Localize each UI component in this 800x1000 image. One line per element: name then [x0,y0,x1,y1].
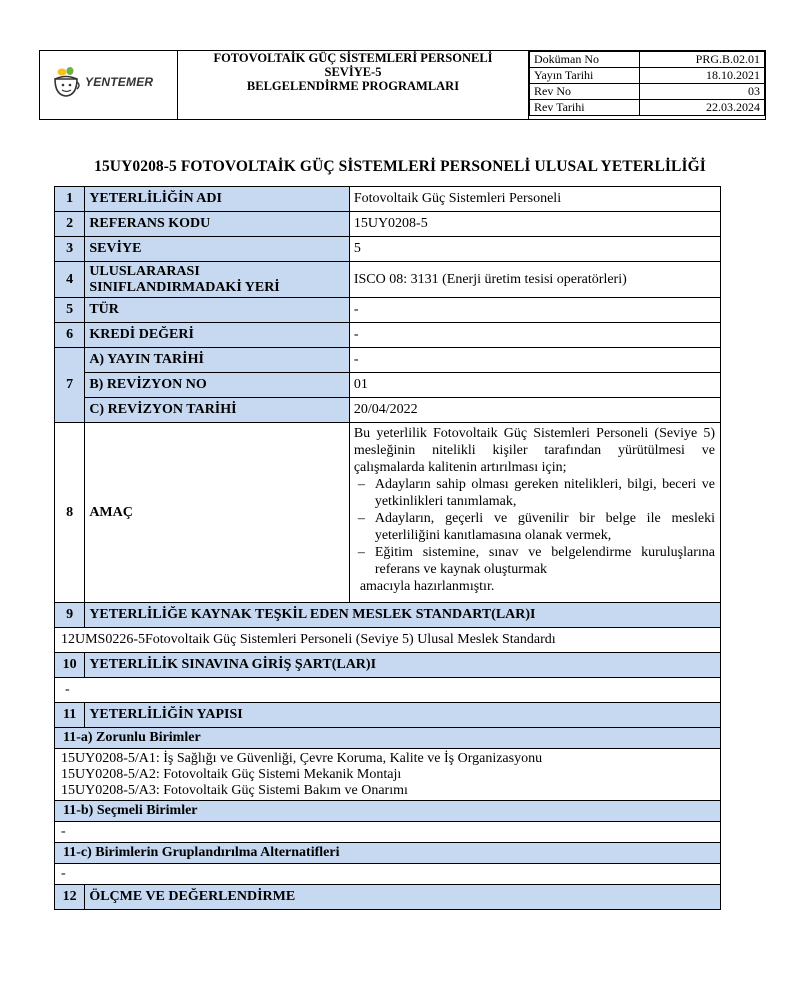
row-value: 01 [349,373,720,398]
yentemer-logo [52,65,153,99]
meta-label: Doküman No [530,52,640,68]
row-label: AMAÇ [85,423,350,603]
table-row [55,728,721,749]
list-item: – Adayların sahip olması gereken nitelikleri, bilgi, beceri ve yetkinlikleri tanımlamak, [354,476,715,510]
table-row [55,822,721,843]
row-number: 6 [55,323,85,348]
section-heading: YETERLİLİK SINAVINA GİRİŞ ŞART(LAR)I [85,653,721,678]
logo-icon [52,65,82,99]
document-header [39,50,766,120]
meta-value: 18.10.2021 [640,68,765,84]
row-number: 10 [55,653,85,678]
table-row [55,187,721,212]
table-row [55,298,721,323]
table-row [55,262,721,298]
table-row [55,323,721,348]
table-row [55,885,721,910]
row-number: 12 [55,885,85,910]
table-row [55,603,721,628]
row-label: REFERANS KODU [85,212,350,237]
document-meta [529,51,766,120]
program-title [178,51,529,120]
table-row [55,237,721,262]
row-value: Fotovoltaik Güç Sistemleri Personeli [349,187,720,212]
table-row [55,864,721,885]
section-content: - [55,678,721,703]
meta-label: Rev Tarihi [530,100,640,116]
meta-label: Rev No [530,84,640,100]
meta-value: 03 [640,84,765,100]
table-row [55,703,721,728]
row-number: 8 [55,423,85,603]
subsection-heading: 11-b) Seçmeli Birimler [55,801,721,822]
row-label: SEVİYE [85,237,350,262]
list-item: 15UY0208-5/A2: Fotovoltaik Güç Sistemi Mekanik Montajı [61,766,402,782]
logo-text: YENTEMER [85,75,154,89]
program-title-line-3: BELGELENDİRME PROGRAMLARI [246,79,460,93]
row-label-line: SINIFLANDIRMADAKİ YERİ [89,279,280,295]
row-number: 11 [55,703,85,728]
table-row [55,348,721,373]
table-row [55,373,721,398]
row-label: YETERLİLİĞİN ADI [85,187,350,212]
meta-row [530,100,765,116]
table-row [55,423,721,603]
table-row [55,678,721,703]
table-row [55,749,721,801]
table-row [55,212,721,237]
purpose-closing: amacıyla hazırlanmıştır. [359,579,495,594]
list-item: – Eğitim sistemine, sınav ve belgelendirme kuruluşlarına referans ve kaynak oluşturmak [354,544,715,578]
row-value: 15UY0208-5 [349,212,720,237]
meta-label: Yayın Tarihi [530,68,640,84]
program-title-line-1: FOTOVOLTAİK GÜÇ SİSTEMLERİ PERSONELİ [213,51,493,65]
row-label: C) REVİZYON TARİHİ [85,398,350,423]
row-number: 5 [55,298,85,323]
section-heading: YETERLİLİĞE KAYNAK TEŞKİL EDEN MESLEK STANDART(LAR)I [85,603,721,628]
list-item: – Adayların, geçerli ve güvenilir bir belge ile mesleki yeterliliğini kanıtlamasına olanak vermek, [354,510,715,544]
program-title-line-2: SEVİYE-5 [324,65,382,79]
qualification-title: 15UY0208-5 FOTOVOLTAİK GÜÇ SİSTEMLERİ PERSONELİ ULUSAL YETERLİLİĞİ [94,158,706,175]
meta-value: PRG.B.02.01 [640,52,765,68]
row-number: 2 [55,212,85,237]
table-row [55,843,721,864]
section-content: - [55,822,721,843]
section-heading: YETERLİLİĞİN YAPISI [85,703,721,728]
row-label [85,262,350,298]
qualification-table [54,186,721,910]
list-item: 15UY0208-5/A3: Fotovoltaik Güç Sistemi Bakım ve Onarımı [61,782,408,798]
purpose-text [349,423,720,603]
logo-cell [40,51,178,120]
section-content: 12UMS0226-5Fotovoltaik Güç Sistemleri Personeli (Seviye 5) Ulusal Meslek Standardı [55,628,721,653]
row-value: 5 [349,237,720,262]
row-label: TÜR [85,298,350,323]
table-row [55,398,721,423]
list-item: 15UY0208-5/A1: İş Sağlığı ve Güvenliği, Çevre Koruma, Kalite ve İş Organizasyonu [61,750,543,766]
row-number: 4 [55,262,85,298]
purpose-list [354,476,715,578]
row-value: ISCO 08: 3131 (Enerji üretim tesisi operatörleri) [349,262,720,298]
unit-list [55,749,721,801]
row-value: - [349,298,720,323]
table-row [55,628,721,653]
row-number: 9 [55,603,85,628]
row-value: - [349,323,720,348]
subsection-heading: 11-c) Birimlerin Gruplandırılma Alternatifleri [55,843,721,864]
row-label: A) YAYIN TARİHİ [85,348,350,373]
row-value: 20/04/2022 [349,398,720,423]
meta-row [530,84,765,100]
row-number: 3 [55,237,85,262]
row-value: - [349,348,720,373]
meta-value: 22.03.2024 [640,100,765,116]
table-row [55,801,721,822]
meta-row [530,52,765,68]
row-number: 1 [55,187,85,212]
section-heading: ÖLÇME VE DEĞERLENDİRME [85,885,721,910]
row-number: 7 [55,348,85,423]
meta-row [530,68,765,84]
row-label: B) REVİZYON NO [85,373,350,398]
row-label: KREDİ DEĞERİ [85,323,350,348]
purpose-intro: Bu yeterlilik Fotovoltaik Güç Sistemleri Personeli (Seviye 5) mesleğinin nitelikli kişiler tarafından yürütülmesi ve çalışmalarda kalitenin artırılması için; [353,426,715,475]
table-row [55,653,721,678]
row-label-line: ULUSLARARASI [89,263,200,279]
section-content: - [55,864,721,885]
subsection-heading: 11-a) Zorunlu Birimler [55,728,721,749]
